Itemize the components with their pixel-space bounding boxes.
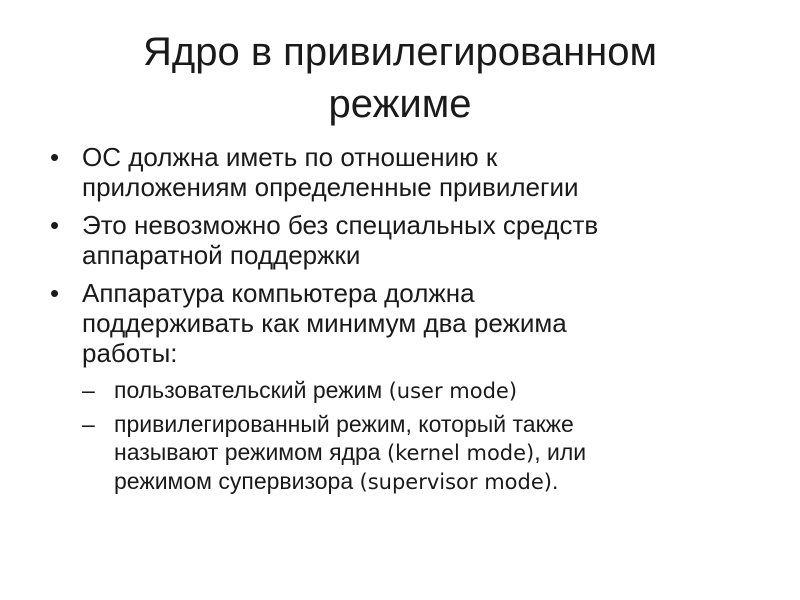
bullet-text: аппаратной поддержки	[82, 240, 361, 270]
sub-bullet-text-ru: пользовательский режим	[114, 377, 389, 403]
sub-bullet-text-en: (user mode)	[388, 379, 518, 403]
sub-bullet-text-ru: называют режимом ядра	[114, 439, 387, 465]
sub-bullet-text	[114, 467, 768, 496]
bullet-text: поддерживать как минимум два режима	[82, 308, 567, 338]
sub-bullet-text-ru: , или	[534, 439, 587, 465]
slide-title-line: режиме	[328, 82, 472, 126]
bullet-item	[48, 278, 768, 368]
sub-bullet-marker: –	[82, 377, 95, 403]
bullet-text: Аппаратура компьютера должна	[82, 278, 475, 308]
bullet-marker: •	[50, 210, 60, 240]
sub-bullet-text-ru: режимом супервизора	[114, 468, 360, 494]
bullet-marker: •	[50, 142, 60, 172]
sub-bullet-item	[48, 410, 768, 496]
slide-title	[40, 26, 760, 130]
bullet-marker: •	[50, 278, 60, 308]
slide-title-line: Ядро в привилегированном	[142, 30, 658, 74]
bullet-text: Это невозможно без специальных средств	[82, 210, 599, 240]
sub-bullet-text	[114, 438, 768, 467]
bullet-text: работы:	[82, 338, 178, 368]
sub-bullet-text-en: (supervisor mode)	[359, 470, 552, 494]
sub-bullet-text	[114, 376, 768, 405]
bullet-item	[48, 210, 768, 270]
sub-bullet-text: привилегированный режим, который также	[114, 411, 574, 437]
sub-bullet-item	[48, 376, 768, 405]
sub-bullet-marker: –	[82, 411, 95, 437]
bullet-text: ОС должна иметь по отношению к	[82, 142, 498, 172]
sub-bullet-text-ru: .	[551, 468, 559, 494]
bullet-item	[48, 142, 768, 202]
sub-bullet-text-en: (kernel mode)	[386, 441, 535, 465]
bullet-text: приложениям определенные привилегии	[82, 172, 579, 202]
bullet-list	[48, 142, 768, 501]
